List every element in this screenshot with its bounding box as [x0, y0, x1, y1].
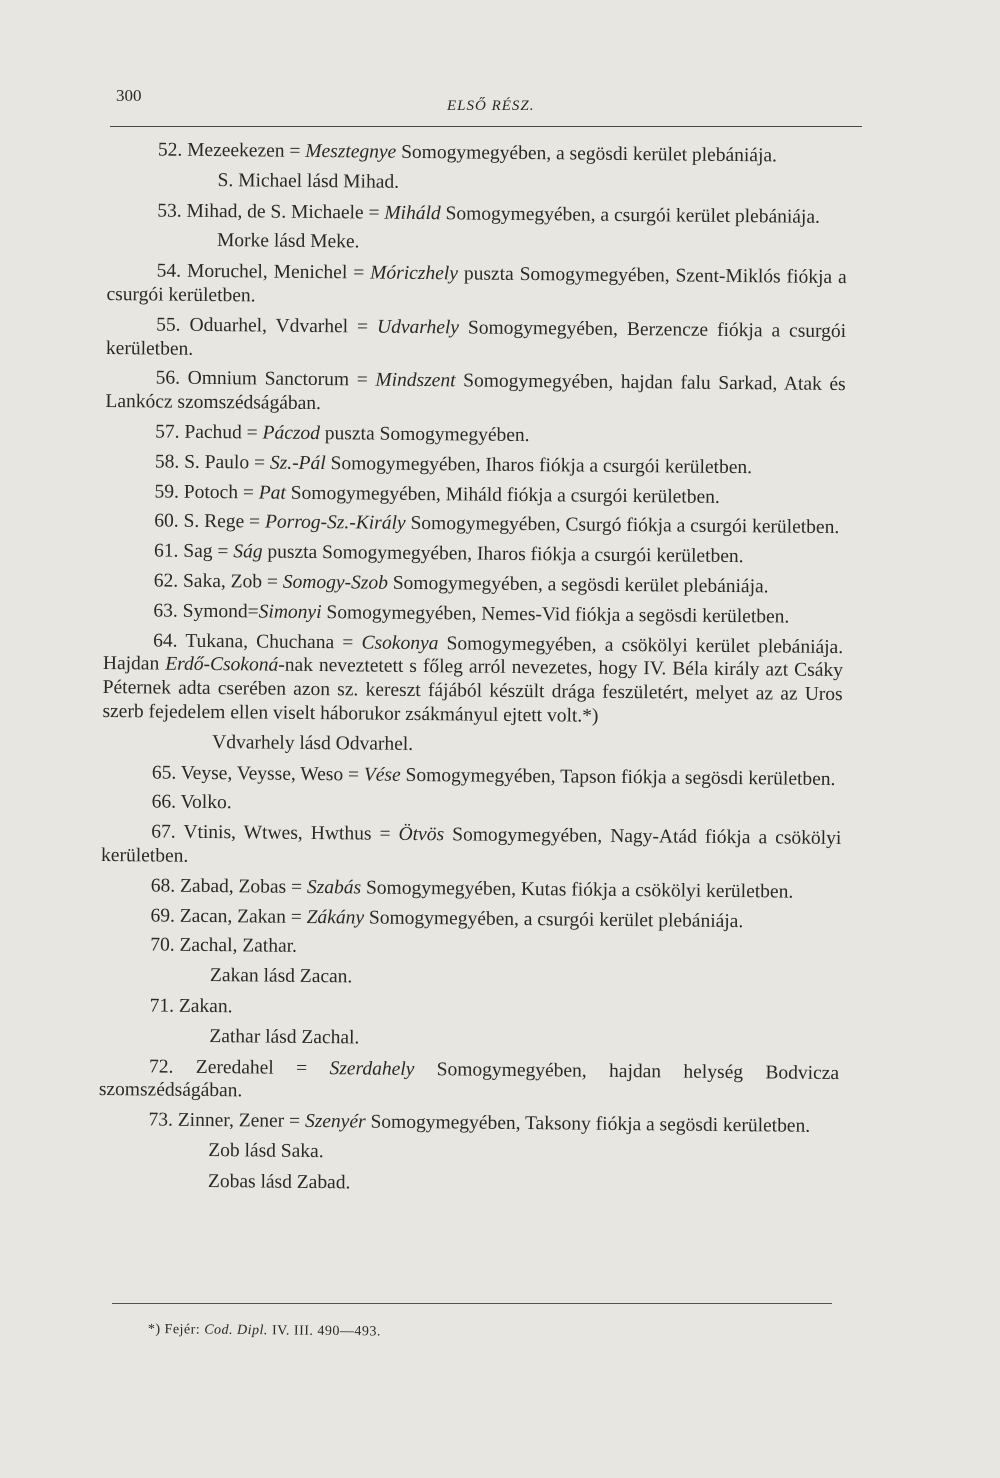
cross-reference-text: Zob lásd Saka.	[208, 1139, 324, 1163]
cross-reference-text: Zakan lásd Zacan.	[209, 965, 353, 988]
entry-text: 71. Zakan.	[149, 995, 233, 1018]
modern-place-name: Simonyi	[258, 601, 322, 623]
entry-text: 66. Volko.	[151, 791, 232, 814]
modern-place-name: Pat	[258, 482, 286, 504]
gazetteer-entry	[100, 903, 840, 934]
modern-place-name: Porrog-Sz.-Király	[264, 511, 406, 535]
entry-text: Somogymegyében, a csökölyi kerület plebániája. Hajdan	[102, 632, 844, 675]
footnote-source: Cod. Dipl.	[204, 1322, 269, 1339]
gazetteer-entry	[104, 480, 844, 511]
cross-reference	[98, 1138, 838, 1169]
gazetteer-entry	[100, 933, 840, 964]
gazetteer-entry	[98, 1108, 838, 1139]
cross-reference-text: Vdvarhely lásd Odvarhel.	[212, 731, 414, 755]
entry-text: 69. Zacan, Zakan =	[150, 904, 307, 928]
entry-text: Somogymegyében, Kutas fiókja a csökölyi kerületben.	[361, 877, 794, 903]
gazetteer-entry	[104, 509, 844, 540]
entry-text: 52. Mezeekezen =	[157, 139, 306, 162]
entry-text: Somogymegyében, a csurgói kerület plebániája.	[440, 202, 821, 228]
modern-place-name: Zákány	[306, 906, 365, 929]
cross-reference	[107, 228, 847, 259]
historic-place-name: Erdő-Csokoná	[165, 653, 279, 677]
entry-text: Somogymegyében, Iharos fiókja a csurgói kerületben.	[325, 452, 753, 478]
entry-text: Somogymegyében, Berzencze fiókja a csurgói kerületben.	[105, 317, 847, 360]
gazetteer-entry	[106, 313, 846, 368]
modern-place-name: Szenyér	[304, 1111, 366, 1133]
entry-text: 57. Pachud =	[155, 421, 263, 444]
entry-text: 67. Vtinis, Wtwes, Hwthus =	[151, 821, 399, 845]
gazetteer-entry	[105, 420, 845, 451]
entry-text: 59. Potoch =	[154, 481, 259, 504]
gazetteer-entry	[102, 790, 842, 821]
entry-text: puszta Somogymegyében, Iharos fiókja a csurgói kerületben.	[262, 541, 744, 568]
entry-text: Somogymegyében, a segösdi kerület plebániája.	[396, 141, 778, 167]
cross-reference	[99, 1024, 839, 1055]
entry-text: 53. Mihad, de S. Michaele =	[157, 200, 385, 224]
gazetteer-entry	[101, 874, 841, 905]
entry-text: 54. Moruchel, Menichel =	[156, 260, 371, 284]
entry-text: 73. Zinner, Zener =	[148, 1109, 306, 1133]
modern-place-name: Páczod	[262, 422, 321, 445]
cross-reference	[100, 963, 840, 994]
entry-text: 62. Saka, Zob =	[153, 570, 283, 593]
entry-text: 65. Veyse, Veysse, Weso =	[151, 761, 365, 786]
cross-reference-text: S. Michael lásd Mihad.	[217, 169, 400, 193]
entry-text: Somogymegyében, Nagy-Atád fiókja a csökölyi kerületben.	[101, 824, 842, 867]
entry-text: Somogymegyében, a csurgói kerület plebániája.	[363, 907, 744, 932]
modern-place-name: Móriczhely	[370, 262, 459, 285]
footnote-text: *) Fejér:	[147, 1322, 205, 1338]
modern-place-name: Miháld	[384, 202, 441, 224]
entry-text: Somogymegyében, hajdan helység Bodvicza szomszédságában.	[98, 1058, 840, 1102]
modern-place-name: Ötvös	[398, 823, 445, 846]
entry-text: Somogymegyében, Tapson fiókja a segösdi kerületben.	[400, 764, 836, 790]
gazetteer-entry	[105, 366, 845, 421]
entry-text: puszta Somogymegyében, Szent-Miklós fiókja a csurgói kerületben.	[106, 263, 847, 307]
body-text	[98, 138, 848, 1207]
gazetteer-entry	[101, 820, 841, 875]
cross-reference-text: Zobas lásd Zabad.	[207, 1170, 351, 1194]
entry-text: 63. Symond=	[153, 600, 259, 623]
gazetteer-entry	[104, 569, 844, 600]
cross-reference	[98, 1169, 838, 1200]
entry-text: 60. S. Rege =	[154, 510, 266, 533]
page-header	[110, 82, 860, 122]
entry-text: 55. Oduarhel, Vdvarhel =	[156, 314, 378, 338]
cross-reference-text: Zathar lásd Zachal.	[209, 1025, 360, 1049]
gazetteer-entry	[99, 1054, 839, 1109]
modern-place-name: Sz.-Pál	[269, 452, 326, 474]
entry-text: 70. Zachal, Zathar.	[150, 934, 298, 958]
running-head: ELSŐ RÉSZ.	[447, 98, 535, 114]
gazetteer-entry	[102, 761, 842, 792]
entry-text: puszta Somogymegyében.	[319, 423, 530, 447]
cross-reference-text: Morke lásd Meke.	[216, 230, 360, 253]
entry-text: 56. Omnium Sanctorum =	[155, 367, 376, 391]
gazetteer-entry	[100, 994, 840, 1025]
modern-place-name: Szabás	[306, 876, 362, 899]
modern-place-name: Csokonya	[361, 632, 439, 654]
page-number: 300	[116, 86, 142, 105]
entry-text: Somogymegyében, Csurgó fiókja a csurgói kerületben.	[405, 513, 840, 539]
gazetteer-entry	[102, 629, 843, 731]
entry-text: Somogymegyében, hajdan falu Sarkad, Atak és Lankócz szomszédságában.	[105, 370, 846, 415]
modern-place-name: Mesztegnye	[305, 140, 397, 163]
entry-text: -nak neveztetett s főleg arról nevezetes, hogy IV. Béla király azt Csáky Péternek adta cserében azon sz. kereszt fájából készült drága feszületért, melyet az az Uros szerb fejedelem ellen viselt háborukor zsákmányul ejtett volt.*)	[102, 655, 844, 727]
entry-text: 58. S. Paulo =	[154, 451, 271, 474]
entry-text: Somogymegyében, Miháld fiókja a csurgói kerületben.	[285, 482, 720, 508]
header-rule	[110, 126, 862, 127]
footnote-reference: IV. III. 490—493.	[267, 1323, 382, 1340]
footnote	[148, 1322, 381, 1340]
gazetteer-entry	[107, 199, 847, 230]
entry-text: 64. Tukana, Chuchana =	[153, 630, 362, 654]
modern-place-name: Mindszent	[375, 369, 456, 392]
modern-place-name: Udvarhely	[376, 316, 460, 339]
entry-text: Somogymegyében, Nemes-Vid fiókja a segösdi kerületben.	[321, 601, 790, 628]
gazetteer-entry	[105, 450, 845, 481]
entry-text: Somogymegyében, Taksony fiókja a segösdi kerületben.	[365, 1111, 811, 1137]
footnote-rule	[112, 1303, 832, 1304]
cross-reference	[107, 168, 847, 199]
entry-text: Somogymegyében, a segösdi kerület plebániája.	[387, 572, 769, 598]
modern-place-name: Szerdahely	[329, 1057, 415, 1080]
entry-text: 68. Zabad, Zobas =	[150, 875, 308, 898]
modern-place-name: Somogy-Szob	[282, 571, 388, 594]
gazetteer-entry	[108, 138, 848, 169]
modern-place-name: Vése	[363, 764, 401, 786]
gazetteer-entry	[103, 599, 843, 630]
gazetteer-entry	[106, 259, 846, 314]
modern-place-name: Ság	[233, 541, 263, 563]
gazetteer-entry	[104, 539, 844, 570]
entry-text: 61. Sag =	[153, 540, 234, 563]
entry-text: 72. Zeredahel =	[148, 1055, 330, 1079]
cross-reference	[102, 730, 842, 761]
